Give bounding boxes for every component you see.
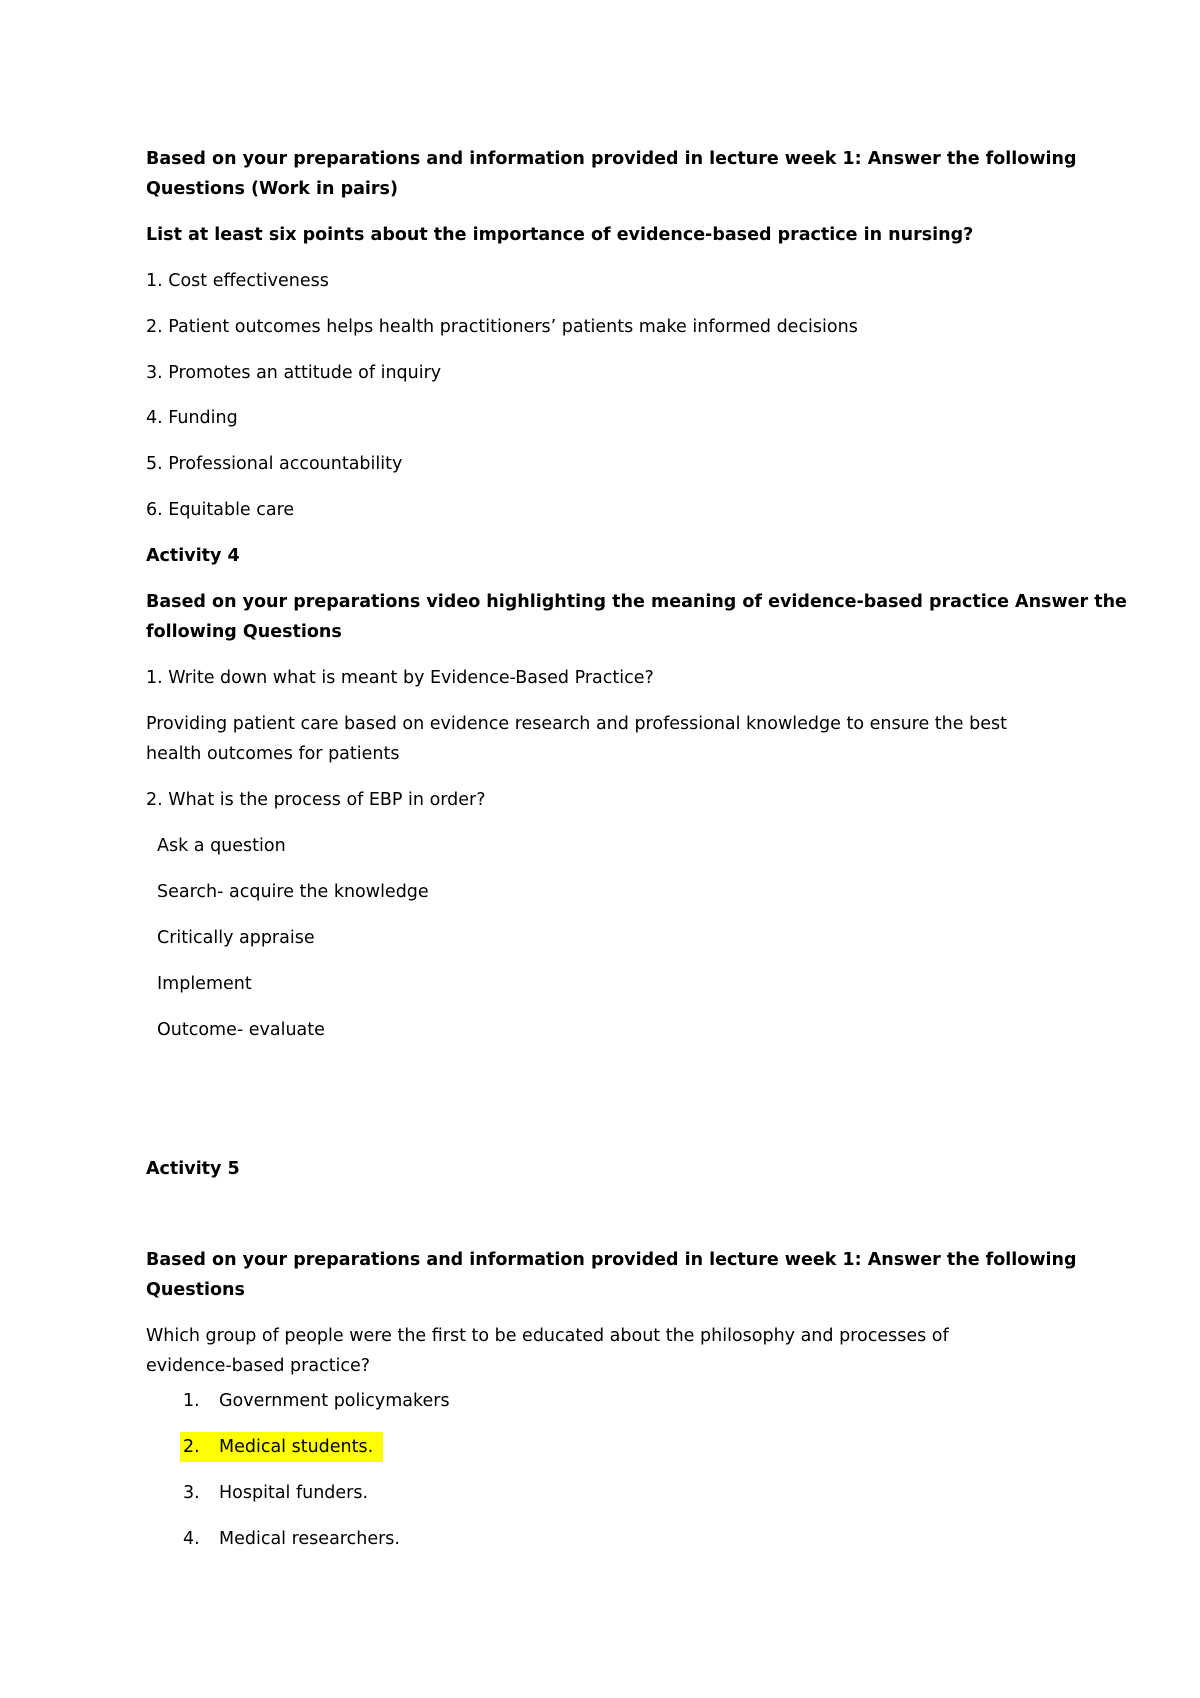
option-number: 1. xyxy=(183,1391,200,1411)
option-text: Hospital funders. xyxy=(219,1483,369,1503)
activity5-title: Activity 5 xyxy=(146,1159,240,1179)
ebp-step: Critically appraise xyxy=(157,928,315,948)
activity4-question2: 2. What is the process of EBP in order? xyxy=(146,790,486,810)
importance-point: 4. Funding xyxy=(146,408,238,428)
activity5-question-line1: Which group of people were the first to be educated about the philosophy and processes of xyxy=(146,1326,949,1346)
ebp-step: Outcome- evaluate xyxy=(157,1020,325,1040)
importance-point: 1. Cost effectiveness xyxy=(146,271,329,291)
ebp-step: Ask a question xyxy=(157,836,286,856)
option-text: Medical researchers. xyxy=(219,1529,400,1549)
activity3-heading-line1: Based on your preparations and information provided in lecture week 1: Answer the following xyxy=(146,149,1077,169)
importance-point: 5. Professional accountability xyxy=(146,454,403,474)
option-number: 3. xyxy=(183,1483,200,1503)
ebp-step: Search- acquire the knowledge xyxy=(157,882,429,902)
activity4-answer1-line1: Providing patient care based on evidence research and professional knowledge to ensure the best xyxy=(146,714,1007,734)
ebp-step: Implement xyxy=(157,974,252,994)
activity4-title: Activity 4 xyxy=(146,546,240,566)
option-text: Government policymakers xyxy=(219,1391,450,1411)
activity4-answer1-line2: health outcomes for patients xyxy=(146,744,400,764)
activity4-question1: 1. Write down what is meant by Evidence-Based Practice? xyxy=(146,668,654,688)
activity3-heading-line2: Questions (Work in pairs) xyxy=(146,179,398,199)
activity5-question-line2: evidence-based practice? xyxy=(146,1356,371,1376)
activity5-heading-line1: Based on your preparations and information provided in lecture week 1: Answer the following xyxy=(146,1250,1077,1270)
importance-point: 6. Equitable care xyxy=(146,500,295,520)
activity4-heading-line2: following Questions xyxy=(146,622,342,642)
activity3-question: List at least six points about the importance of evidence-based practice in nursing? xyxy=(146,225,974,245)
option-number-highlighted: 2. xyxy=(183,1437,200,1457)
activity4-heading-line1: Based on your preparations video highlighting the meaning of evidence-based practice Answer the xyxy=(146,592,1127,612)
option-text-highlighted: Medical students. xyxy=(219,1437,374,1457)
option-number: 4. xyxy=(183,1529,200,1549)
activity5-heading-line2: Questions xyxy=(146,1280,245,1300)
importance-point: 3. Promotes an attitude of inquiry xyxy=(146,363,442,383)
importance-point: 2. Patient outcomes helps health practitioners’ patients make informed decisions xyxy=(146,317,858,337)
